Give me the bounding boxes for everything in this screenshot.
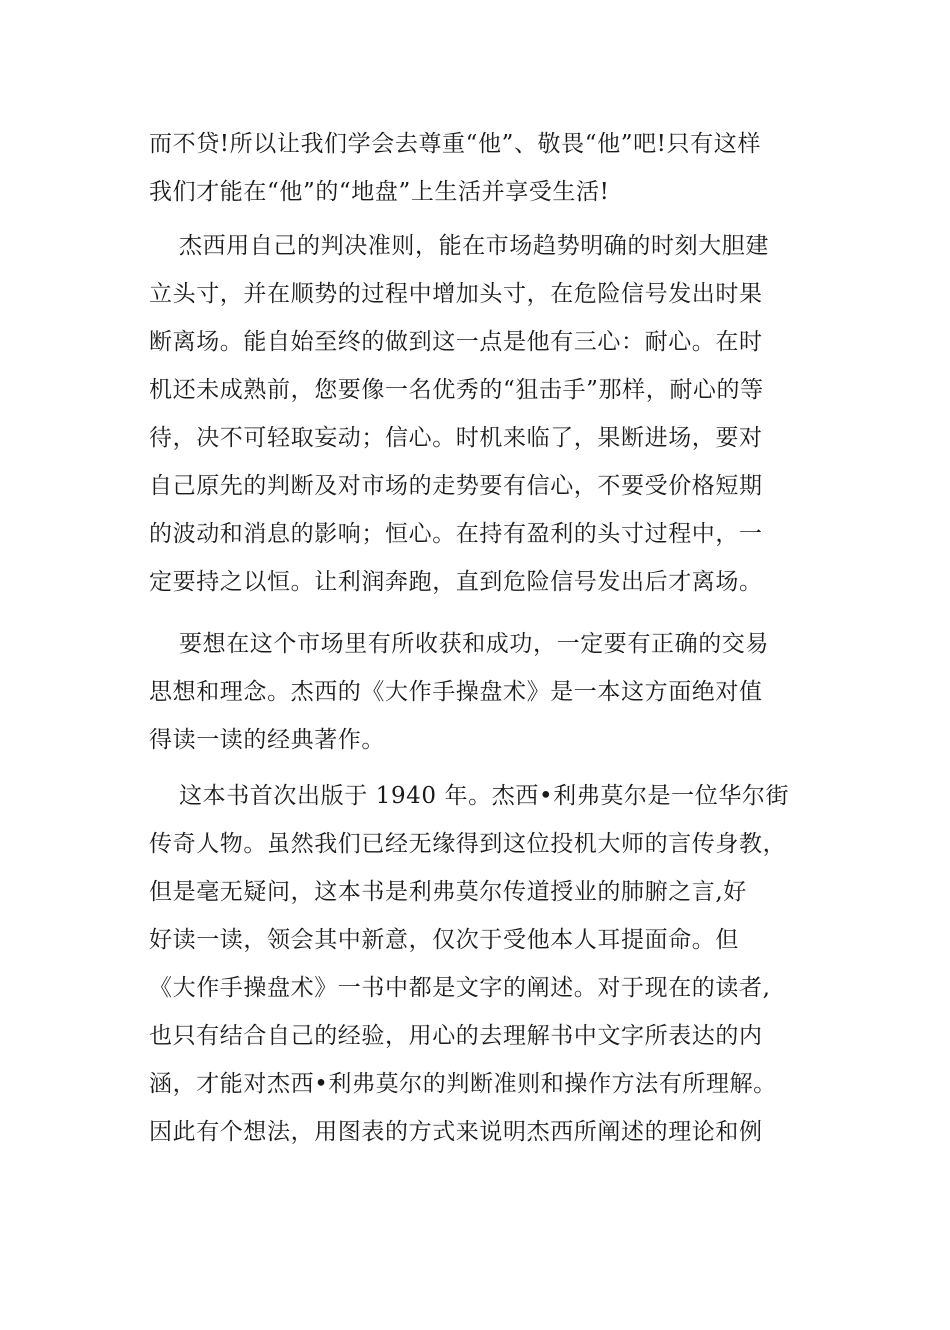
text-line: 自己原先的判断及对市场的走势要有信心，不要受价格短期 [149,473,763,499]
text-line: 得读一读的经典著作。 [149,727,385,753]
text-line: 《大作手操盘术》一书中都是文字的阐述。对于现在的读者, [149,975,771,1001]
text-line: 要想在这个市场里有所收获和成功，一定要有正确的交易 [179,631,769,657]
text-line: 这本书首次出版于 1940 年。杰西•利弗莫尔是一位华尔街 [179,783,790,809]
text-line: 但是毫无疑问，这本书是利弗莫尔传道授业的肺腑之言,好 [149,879,747,905]
text-line: 立头寸，并在顺势的过程中增加头寸，在危险信号发出时果 [149,281,763,307]
text-line: 的波动和消息的影响；恒心。在持有盈利的头寸过程中，一 [149,521,763,547]
text-line: 传奇人物。虽然我们已经无缘得到这位投机大师的言传身教， [149,831,787,857]
paragraph-book-intro [149,772,829,1156]
text-line: 定要持之以恒。让利润奔跑，直到危险信号发出后才离场。 [149,569,763,595]
paragraph-respect-market [149,120,829,216]
text-line: 杰西用自己的判决准则，能在市场趋势明确的时刻大胆建 [179,233,769,259]
text-line: 而不贷!所以让我们学会去尊重“他”、敬畏“他”吧!只有这样 [149,131,761,157]
paragraph-three-hearts [149,222,829,606]
text-line: 待，决不可轻取妄动；信心。时机来临了，果断进场，要对 [149,425,763,451]
text-line: 断离场。能自始至终的做到这一点是他有三心：耐心。在时 [149,329,763,355]
text-line: 我们才能在“他”的“地盘”上生活并享受生活! [149,179,610,205]
text-line: 涵，才能对杰西•利弗莫尔的判断准则和操作方法有所理解。 [149,1071,777,1097]
text-line: 好读一读，领会其中新意，仅次于受他本人耳提面命。但 [149,927,739,953]
paragraph-trading-ideas [149,620,829,764]
text-line: 思想和理念。杰西的《大作手操盘术》是一本这方面绝对值 [149,679,763,705]
text-line: 机还未成熟前，您要像一名优秀的“狙击手”那样，耐心的等 [149,377,764,403]
text-line: 因此有个想法，用图表的方式来说明杰西所阐述的理论和例 [149,1119,763,1145]
text-line: 也只有结合自己的经验，用心的去理解书中文字所表达的内 [149,1023,763,1049]
